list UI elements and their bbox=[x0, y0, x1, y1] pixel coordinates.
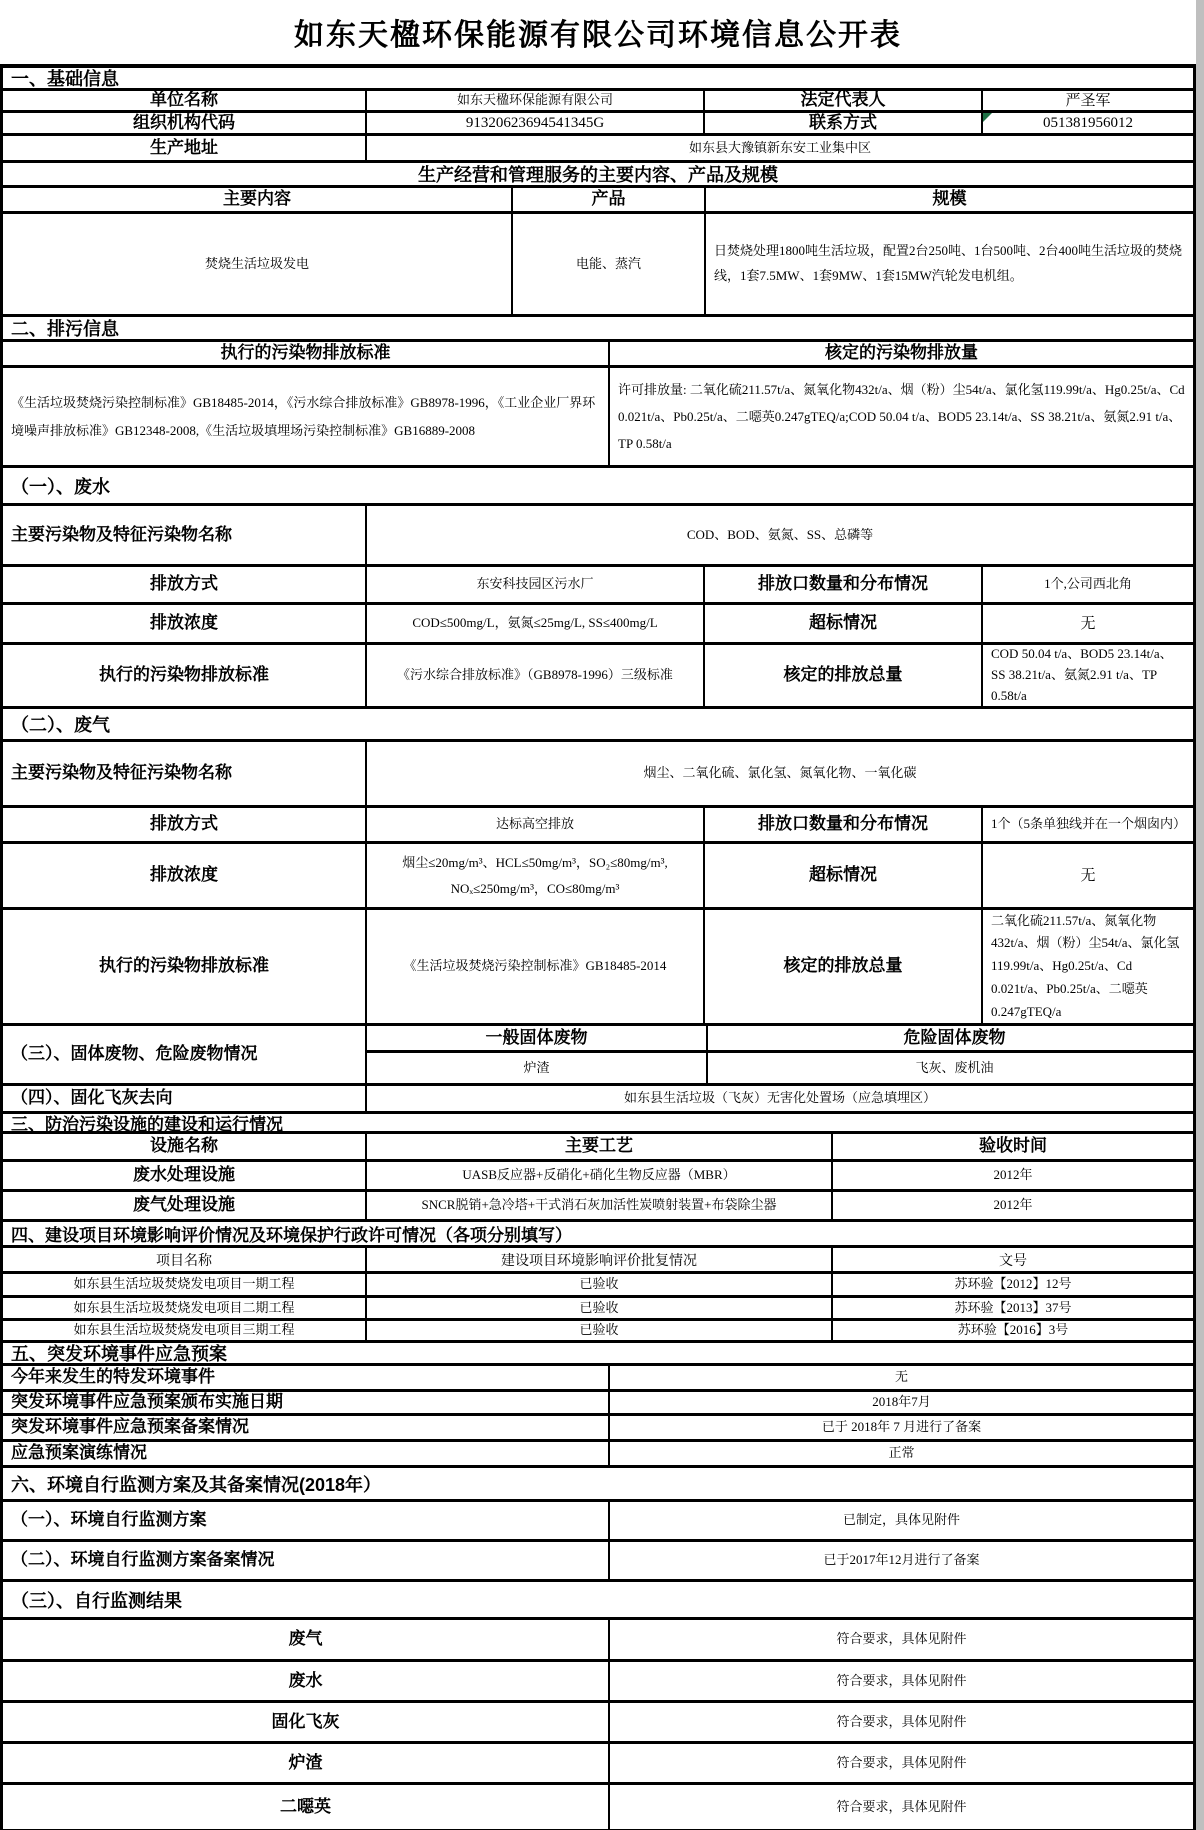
contact-value bbox=[981, 113, 1193, 133]
solid-waste-value-row bbox=[367, 1050, 1201, 1083]
wg-method-value: 达标高空排放 bbox=[365, 808, 703, 841]
wg-pollutants-label: 主要污染物及特征污染物名称 bbox=[11, 763, 232, 783]
disclosure-table bbox=[0, 64, 1196, 1830]
facility-accept: 2012年 bbox=[831, 1162, 1193, 1189]
eia-project: 如东县生活垃圾焚烧发电项目二期工程 bbox=[73, 1299, 295, 1315]
eia-row-phase1 bbox=[3, 1274, 1193, 1298]
eia-row-phase2 bbox=[3, 1298, 1193, 1321]
scale-header: 规模 bbox=[704, 188, 1193, 211]
row-org-code bbox=[3, 113, 1193, 136]
emergency-value: 已于 2018年 7 月进行了备案 bbox=[608, 1416, 1193, 1439]
eia-project: 如东县生活垃圾焚烧发电项目三期工程 bbox=[73, 1322, 295, 1338]
result-value: 符合要求，具体见附件 bbox=[608, 1620, 1193, 1659]
wg-method-row bbox=[3, 808, 1193, 844]
ww-pollutants-row bbox=[3, 506, 1193, 567]
result-label: 二噁英 bbox=[280, 1796, 331, 1816]
ww-standard-row bbox=[3, 645, 1193, 709]
ww-standard-label: 执行的污染物排放标准 bbox=[99, 665, 269, 685]
emergency-value: 2018年7月 bbox=[608, 1392, 1193, 1413]
wg-standard-value: 《生活垃圾焚烧污染控制标准》GB18485-2014 bbox=[365, 910, 703, 1023]
result-row-slag bbox=[3, 1744, 1193, 1785]
result-label: 废水 bbox=[288, 1670, 323, 1690]
result-value: 符合要求，具体见附件 bbox=[608, 1662, 1193, 1700]
eia-project-header: 项目名称 bbox=[156, 1251, 212, 1268]
ww-total-value: COD 50.04 t/a、BOD5 23.14t/a、SS 38.21t/a、氨氮2.91 t/a、TP 0.58t/a bbox=[981, 645, 1193, 706]
production-header-row bbox=[3, 188, 1193, 214]
facility-process: SNCR脱销+急冷塔+干式消石灰加活性炭喷射装置+布袋除尘器 bbox=[365, 1192, 831, 1219]
product-header: 产品 bbox=[511, 188, 704, 211]
result-label: 炉渣 bbox=[288, 1752, 323, 1772]
facility-row-wastewater bbox=[3, 1162, 1193, 1192]
ww-exceed-value: 无 bbox=[981, 605, 1193, 642]
discharge-header-row bbox=[3, 342, 1193, 368]
flyash-value: 如东县生活垃圾（飞灰）无害化处置场（应急填埋区） bbox=[365, 1086, 1193, 1111]
facility-process: UASB反应器+反硝化+硝化生物反应器（MBR） bbox=[365, 1162, 831, 1189]
hazardous-solid-value: 飞灰、废机油 bbox=[706, 1053, 1201, 1083]
general-solid-value: 炉渣 bbox=[523, 1059, 550, 1075]
wg-total-value: 二氧化硫211.57t/a、氮氧化物432t/a、烟（粉）尘54t/a、氯化氢119.99t/a、Hg0.25t/a、Cd 0.021t/a、Pb0.25t/a、二噁英0.247gTEQ/a bbox=[981, 910, 1193, 1023]
ww-exceed-label: 超标情况 bbox=[703, 605, 981, 642]
emergency-row-drill bbox=[3, 1442, 1193, 1468]
address-label: 生产地址 bbox=[150, 137, 218, 157]
permitted-header: 核定的污染物排放量 bbox=[608, 342, 1193, 365]
row-unit-name bbox=[3, 91, 1193, 113]
ww-concentration-row bbox=[3, 605, 1193, 645]
legal-rep-label: 法定代表人 bbox=[703, 91, 981, 110]
result-row-flyash bbox=[3, 1703, 1193, 1744]
wg-concentration-value: 烟尘≤20mg/m³、HCL≤50mg/m³，SO₂≤80mg/m³, NOₓ≤250mg/m³，CO≤80mg/m³ bbox=[365, 844, 703, 907]
page-title: 如东天楹环保能源有限公司环境信息公开表 bbox=[294, 19, 902, 52]
main-content-header: 主要内容 bbox=[223, 189, 291, 209]
section-emergency-heading: 五、突发环境事件应急预案 bbox=[3, 1343, 1193, 1366]
wg-outlets-label: 排放口数量和分布情况 bbox=[703, 808, 981, 841]
facility-row-wastegas bbox=[3, 1192, 1193, 1222]
wg-pollutants-value: 烟尘、二氧化硫、氯化氢、氮氧化物、一氧化碳 bbox=[365, 742, 1193, 805]
main-content-value: 焚烧生活垃圾发电 bbox=[204, 255, 309, 271]
section-basic-heading: 一、基础信息 bbox=[3, 68, 1193, 91]
eia-status: 已验收 bbox=[365, 1274, 831, 1295]
selfmonitor-plan-value: 已制定，具体见附件 bbox=[608, 1502, 1193, 1539]
address-value: 如东县大豫镇新东安工业集中区 bbox=[365, 136, 1193, 160]
emergency-value: 无 bbox=[608, 1366, 1193, 1389]
ww-pollutants-label: 主要污染物及特征污染物名称 bbox=[11, 524, 232, 544]
eia-header-row bbox=[3, 1248, 1193, 1274]
eia-doc: 苏环验【2016】3号 bbox=[831, 1321, 1193, 1340]
section-results-heading: （三）、自行监测结果 bbox=[3, 1582, 1193, 1620]
ww-method-value: 东安科技园区污水厂 bbox=[365, 567, 703, 602]
wg-exceed-value: 无 bbox=[981, 844, 1193, 907]
facility-name: 废水处理设施 bbox=[133, 1165, 235, 1185]
standards-value: 《生活垃圾焚烧污染控制标准》GB18485-2014，《污水综合排放标准》GB8978-1996，《工业企业厂界环境噪声排放标准》GB12348-2008,《生活垃圾填埋场污染控制标准》GB16889-2008 bbox=[11, 395, 596, 438]
section-wastewater-heading: （一）、废水 bbox=[3, 468, 1193, 506]
eia-status-header: 建设项目环境影响评价批复情况 bbox=[365, 1248, 831, 1271]
emergency-label: 应急预案演练情况 bbox=[11, 1443, 147, 1463]
production-content-row bbox=[3, 214, 1193, 317]
flyash-label: （四）、固化飞灰去向 bbox=[11, 1088, 173, 1108]
section-wastegas-heading: （二）、废气 bbox=[3, 709, 1193, 742]
eia-doc-header: 文号 bbox=[831, 1248, 1193, 1271]
facility-accept: 2012年 bbox=[831, 1192, 1193, 1219]
section-facilities-heading: 三、防治污染设施的建设和运行情况 bbox=[3, 1114, 1193, 1134]
selfmonitor-plan-label: （一）、环境自行监测方案 bbox=[11, 1510, 207, 1530]
product-value: 电能、蒸汽 bbox=[511, 214, 704, 314]
wg-standard-row bbox=[3, 910, 1193, 1026]
legal-rep-value: 严圣军 bbox=[981, 91, 1193, 110]
section-selfmonitor-heading: 六、环境自行监测方案及其备案情况(2018年） bbox=[3, 1468, 1193, 1502]
org-code-value: 91320623694541345G bbox=[365, 113, 703, 133]
permitted-value: 许可排放量: 二氧化硫211.57t/a、氮氧化物432t/a、烟（粉）尘54t/a、氯化氢119.99t/a、Hg0.25t/a、Cd 0.021t/a、Pb0.25t/a、二噁英0.247gTEQ/a;COD 50.04 t/a、BOD5 23.14t/a、SS 38.21t/a、氨氮2.91 t/a、TP 0.58t/a bbox=[608, 368, 1193, 465]
result-row-wastewater bbox=[3, 1662, 1193, 1703]
emergency-value: 正常 bbox=[608, 1442, 1193, 1465]
ww-outlets-label: 排放口数量和分布情况 bbox=[703, 567, 981, 602]
scale-value: 日焚烧处理1800吨生活垃圾，配置2台250吨、1台500吨、2台400吨生活垃圾的焚烧线，1套7.5MW、1套9MW、1套15MW汽轮发电机组。 bbox=[704, 214, 1193, 314]
emergency-row-filing bbox=[3, 1416, 1193, 1442]
selfmonitor-record-label: （二）、环境自行监测方案备案情况 bbox=[11, 1550, 275, 1570]
general-solid-header: 一般固体废物 bbox=[485, 1027, 588, 1047]
result-row-dioxin bbox=[3, 1785, 1193, 1829]
result-value: 符合要求，具体见附件 bbox=[608, 1785, 1193, 1829]
wg-concentration-label: 排放浓度 bbox=[150, 865, 218, 885]
emergency-label: 突发环境事件应急预案备案情况 bbox=[11, 1417, 249, 1437]
section-eia-heading: 四、建设项目环境影响评价情况及环境保护行政许可情况（各项分别填写） bbox=[3, 1222, 1193, 1248]
ww-standard-value: 《污水综合排放标准》（GB8978-1996）三级标准 bbox=[365, 645, 703, 706]
contact-number: 051381956012 bbox=[1043, 115, 1133, 131]
discharge-content-row bbox=[3, 368, 1193, 468]
ww-total-label: 核定的排放总量 bbox=[703, 645, 981, 706]
wg-exceed-label: 超标情况 bbox=[703, 844, 981, 907]
eia-doc: 苏环验【2013】37号 bbox=[831, 1298, 1193, 1318]
selfmonitor-plan-row bbox=[3, 1502, 1193, 1542]
unit-name-label: 单位名称 bbox=[150, 91, 218, 110]
wg-concentration-row bbox=[3, 844, 1193, 910]
production-heading: 生产经营和管理服务的主要内容、产品及规模 bbox=[3, 163, 1193, 188]
solid-waste-header-row bbox=[367, 1026, 1201, 1050]
result-label: 固化飞灰 bbox=[271, 1711, 340, 1731]
result-label: 废气 bbox=[288, 1629, 323, 1649]
ww-method-label: 排放方式 bbox=[150, 574, 218, 594]
emergency-label: 突发环境事件应急预案颁布实施日期 bbox=[11, 1392, 283, 1412]
emergency-row-publish-date bbox=[3, 1392, 1193, 1416]
org-code-label: 组织机构代码 bbox=[133, 113, 235, 132]
wg-total-label: 核定的排放总量 bbox=[703, 910, 981, 1023]
wg-pollutants-row bbox=[3, 742, 1193, 808]
ww-pollutants-value: COD、BOD、氨氮、SS、总磷等 bbox=[365, 506, 1193, 564]
cell-flag-triangle-icon bbox=[983, 113, 992, 122]
row-address bbox=[3, 136, 1193, 163]
result-value: 符合要求，具体见附件 bbox=[608, 1703, 1193, 1741]
solid-waste-row bbox=[3, 1026, 1193, 1086]
solid-waste-stack bbox=[365, 1026, 1201, 1083]
eia-status: 已验收 bbox=[365, 1298, 831, 1318]
emergency-label: 今年来发生的特发环境事件 bbox=[11, 1367, 215, 1387]
emergency-row-events bbox=[3, 1366, 1193, 1392]
solid-waste-label: （三）、固体废物、危险废物情况 bbox=[11, 1044, 258, 1064]
contact-label: 联系方式 bbox=[703, 113, 981, 133]
wg-outlets-value: 1个（5条单独线并在一个烟囱内） bbox=[981, 808, 1193, 841]
ww-concentration-value: COD≤500mg/L，氨氮≤25mg/L, SS≤400mg/L bbox=[365, 605, 703, 642]
result-value: 符合要求，具体见附件 bbox=[608, 1744, 1193, 1782]
selfmonitor-record-value: 已于2017年12月进行了备案 bbox=[608, 1542, 1193, 1579]
wg-method-label: 排放方式 bbox=[150, 814, 218, 834]
selfmonitor-record-row bbox=[3, 1542, 1193, 1582]
unit-name-value: 如东天楹环保能源有限公司 bbox=[365, 91, 703, 110]
section-discharge-heading: 二、排污信息 bbox=[3, 317, 1193, 342]
facilities-header-row bbox=[3, 1134, 1193, 1162]
ww-concentration-label: 排放浓度 bbox=[150, 613, 218, 633]
ww-outlets-value: 1个,公司西北角 bbox=[981, 567, 1193, 602]
facility-process-header: 主要工艺 bbox=[365, 1134, 831, 1159]
facility-name: 废气处理设施 bbox=[133, 1195, 235, 1215]
standards-header: 执行的污染物排放标准 bbox=[220, 343, 391, 363]
eia-project: 如东县生活垃圾焚烧发电项目一期工程 bbox=[73, 1276, 295, 1292]
eia-status: 已验收 bbox=[365, 1321, 831, 1340]
facility-accept-header: 验收时间 bbox=[831, 1134, 1193, 1159]
facility-name-header: 设施名称 bbox=[150, 1136, 218, 1156]
wg-standard-label: 执行的污染物排放标准 bbox=[99, 956, 269, 976]
eia-doc: 苏环验【2012】12号 bbox=[831, 1274, 1193, 1295]
sheet-right-margin bbox=[1196, 0, 1204, 1830]
hazardous-solid-header: 危险固体废物 bbox=[706, 1026, 1201, 1050]
result-row-wastegas bbox=[3, 1620, 1193, 1662]
ww-method-row bbox=[3, 567, 1193, 605]
